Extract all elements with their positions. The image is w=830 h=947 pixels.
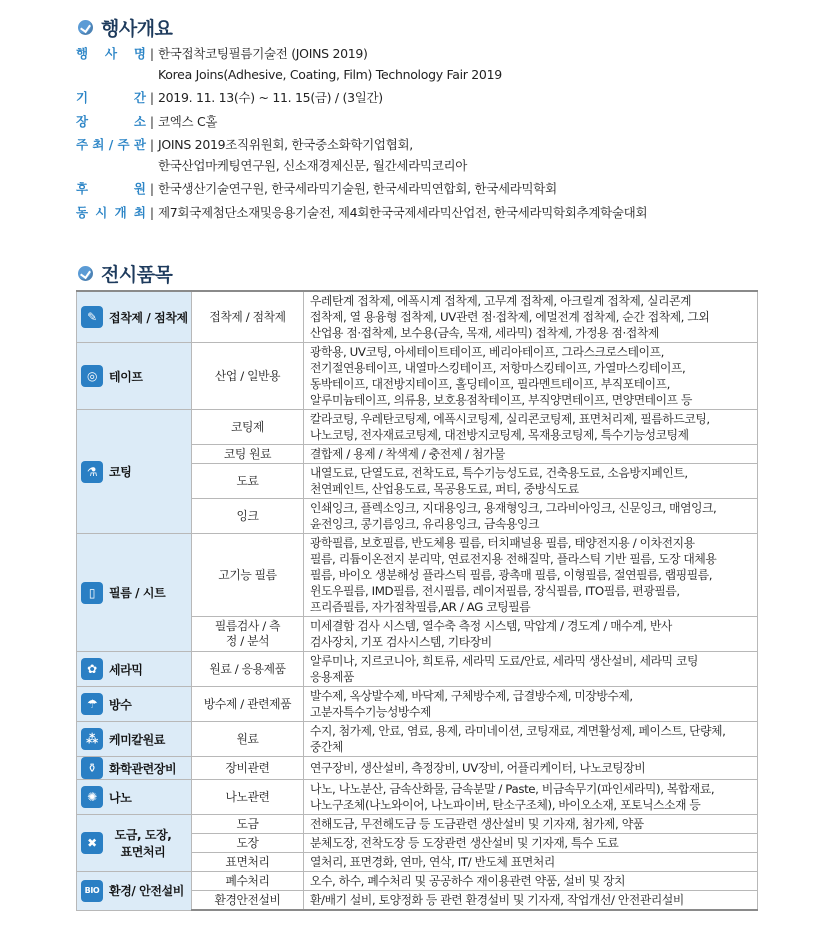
overview-label [76, 156, 146, 177]
items-cell [304, 872, 758, 891]
item-line: 광학필름, 보호필름, 반도체용 필름, 터치패널용 필름, 태양전지용 / 이차전지용 [310, 536, 695, 550]
item-line: 전기절연용테이프, 내열마스킹테이프, 저항마스킹테이프, 가열마스킹테이프, [310, 361, 686, 375]
item-line: 윤전잉크, 콩기름잉크, 유리용잉크, 금속용잉크 [310, 517, 540, 531]
overview-label-char: 명 [133, 46, 146, 61]
overview-value: JOINS 2019조직위원회, 한국중소화학기업협회, [158, 137, 413, 152]
item-line: 열처리, 표면경화, 연마, 연삭, IT/ 반도체 표면처리 [310, 855, 555, 869]
item-line: 접착제, 열 용융형 접착제, UV관련 점·접착제, 에멀전계 접착제, 순간 접착제, 그외 [310, 310, 710, 324]
item-line: 연구장비, 생산설비, 측정장비, UV장비, 어플리케이터, 나노코팅장비 [310, 761, 646, 775]
overview-label [76, 44, 146, 65]
item-line: 우레탄계 접착제, 에폭시계 접착제, 고무계 접착제, 아크릴계 접착제, 실리콘계 [310, 294, 692, 308]
overview-label [76, 112, 146, 133]
item-line: 고분자특수기능성방수제 [310, 705, 431, 719]
subcategory-cell [192, 872, 304, 891]
item-line: 천연페인트, 산업용도료, 목공용도료, 퍼티, 중방식도료 [310, 482, 579, 496]
items-cell [304, 815, 758, 834]
tape-icon: ◎ [81, 365, 103, 387]
overview-label-char: 사 [104, 46, 118, 61]
overview-label-char: 기 [76, 90, 89, 105]
category-name: 화학관련장비 [109, 761, 177, 776]
overview-separator: | [149, 90, 155, 105]
category-cell [77, 757, 192, 780]
subcategory-name: 도금 [236, 816, 259, 831]
subcategory-cell [192, 534, 304, 617]
subcategory-cell [192, 499, 304, 534]
category-label [81, 582, 191, 604]
item-line: 검사장치, 기포 검사시스템, 기타장비 [310, 635, 492, 649]
item-line: 내열도료, 단열도료, 전착도료, 특수기능성도료, 건축용도료, 소음방지페인트, [310, 466, 688, 480]
overview-label-char: 관 [133, 137, 146, 152]
pen-icon: ✎ [81, 306, 103, 328]
exhibit-row [77, 780, 758, 815]
item-line: 수지, 첨가제, 안료, 염료, 용제, 라미네이션, 코팅재료, 계면활성제, 페이스트, 단량체, [310, 724, 726, 738]
exhibit-row [77, 757, 758, 780]
item-line: 오수, 하수, 폐수처리 및 공공하수 재이용관련 약품, 설비 및 장치 [310, 874, 626, 888]
item-line: 알루미늄테이프, 의류용, 보호용점착테이프, 부직양면테이프, 면양면테이프 등 [310, 393, 693, 407]
items-cell [304, 834, 758, 853]
exhibit-row [77, 872, 758, 891]
category-name: 세라믹 [109, 662, 143, 677]
subcategory-name: 폐수처리 [225, 873, 270, 888]
check-bullet-icon [78, 266, 93, 281]
category-name: 도금, 도장, 표면처리 [114, 828, 172, 859]
overview-separator: | [149, 137, 155, 152]
overview-separator: | [149, 113, 155, 129]
exhibit-row [77, 410, 758, 445]
item-line: 나노코팅, 전자재료코팅제, 대전방지코팅제, 목재용코팅제, 특수기능성코팅제 [310, 428, 689, 442]
items-cell [304, 445, 758, 464]
overview-label-char: 주 [117, 137, 130, 152]
overview-label-char: 소 [133, 113, 146, 129]
item-line: 환/배기 설비, 토양정화 등 관련 환경설비 및 기자재, 작업개선/ 안전관리설비 [310, 893, 684, 907]
film-icon: ▯ [81, 582, 103, 604]
category-name: 나노 [109, 790, 132, 805]
overview-value: 한국접착코팅필름기술전 (JOINS 2019) [158, 46, 368, 61]
category-name: 접착제 / 점착제 [109, 310, 188, 325]
item-line: 산업용 점·접착제, 보수용(금속, 목재, 세라믹) 접착제, 가정용 점·접착제 [310, 326, 659, 340]
item-line: 필름, 리튬이온전지 분리막, 연료전지용 전해질막, 플라스틱 기반 필름, 도장 대체용 [310, 552, 717, 566]
overview-label-char: 주 [76, 137, 89, 152]
subcategory-name: 장비관련 [225, 760, 270, 775]
subcategory-cell [192, 853, 304, 872]
overview-row [76, 65, 776, 86]
items-cell [304, 617, 758, 652]
subcategory-cell [192, 464, 304, 499]
overview-label [76, 179, 146, 200]
item-line: 전해도금, 무전해도금 등 도금관련 생산설비 및 기자재, 첨가제, 약품 [310, 817, 644, 831]
overview-separator: | [149, 181, 155, 196]
subcategory-cell [192, 757, 304, 780]
overview-label [76, 88, 146, 109]
subcategory-name: 필름검사 / 측정 / 분석 [214, 619, 281, 648]
items-cell [304, 652, 758, 687]
overview-row [76, 44, 776, 65]
items-cell [304, 464, 758, 499]
overview-label-char: 간 [133, 90, 146, 105]
item-line: 중간체 [310, 740, 343, 754]
overview-row [76, 112, 776, 133]
category-label [81, 757, 191, 779]
item-line: 나노구조체(나노와이어, 나노파이버, 탄소구조체), 바이오소재, 포토닉스소재 등 [310, 798, 701, 812]
item-line: 미세결함 검사 시스템, 열수축 측정 시스템, 막압계 / 경도계 / 매수계, 반사 [310, 619, 672, 633]
items-cell [304, 499, 758, 534]
overview-separator: | [149, 204, 155, 220]
category-name: 방수 [109, 697, 132, 712]
category-name: 필름 / 시트 [109, 586, 166, 600]
category-cell [77, 780, 192, 815]
overview-title: 행사개요 [101, 18, 173, 40]
category-cell [77, 534, 192, 652]
overview-row [76, 156, 776, 177]
subcategory-name: 도료 [236, 473, 259, 488]
items-cell [304, 291, 758, 343]
subcategory-cell [192, 652, 304, 687]
subcategory-cell [192, 617, 304, 652]
category-label [81, 306, 191, 328]
subcategory-cell [192, 815, 304, 834]
item-line: 윈도우필름, IMD필름, 전시필름, 레이저필름, 장식필름, ITO필름, 편광필름, [310, 584, 680, 598]
category-cell [77, 410, 192, 534]
overview-value: 제7회국제첨단소재및응용기술전, 제4회한국국제세라믹산업전, 한국세라믹학회추계학술대회 [158, 204, 648, 220]
check-bullet-icon [78, 20, 93, 35]
subcategory-name: 산업 / 일반용 [214, 368, 281, 383]
category-name: 테이프 [109, 369, 143, 384]
subcategory-name: 코팅 원료 [223, 446, 272, 461]
category-cell [77, 872, 192, 911]
category-cell [77, 687, 192, 722]
subcategory-cell [192, 834, 304, 853]
subcategory-name: 코팅제 [231, 419, 264, 434]
category-cell [77, 291, 192, 343]
overview-label-char: 후 [76, 181, 89, 196]
category-cell [77, 652, 192, 687]
category-label [81, 365, 191, 387]
item-line: 동박테이프, 대전방지테이프, 홀딩테이프, 필라멘트테이프, 부직포테이프, [310, 377, 671, 391]
overview-value: 한국생산기술연구원, 한국세라믹기술원, 한국세라믹연합회, 한국세라믹학회 [158, 181, 557, 196]
subcategory-cell [192, 722, 304, 757]
category-label [81, 693, 191, 715]
category-label [81, 728, 191, 750]
item-line: 분체도장, 전착도장 등 도장관련 생산설비 및 기자재, 특수 도료 [310, 836, 619, 850]
bio-icon: BIO [81, 880, 103, 902]
items-cell [304, 410, 758, 445]
overview-label-char: 시 [95, 204, 108, 220]
subcategory-name: 표면처리 [225, 854, 270, 869]
category-name: 코팅 [109, 465, 132, 479]
exhibit-row [77, 687, 758, 722]
subcategory-name: 고기능 필름 [218, 567, 277, 582]
overview-label-char: 최 [92, 137, 105, 152]
overview-label-char: 동 [76, 204, 89, 220]
ceramic-icon: ✿ [81, 658, 103, 680]
item-line: 인쇄잉크, 플렉소잉크, 지대용잉크, 용재형잉크, 그라비아잉크, 신문잉크, 매염잉크, [310, 501, 717, 515]
subcategory-name: 원료 / 응용제품 [209, 661, 286, 676]
overview-separator: | [149, 46, 155, 61]
overview-value: 코엑스 C홀 [158, 113, 218, 129]
overview-value: 2019. 11. 13(수) ~ 11. 15(금) / (3일간) [158, 90, 383, 105]
flask-icon: ⚱ [81, 757, 103, 779]
subcategory-name: 도장 [236, 835, 259, 850]
items-cell [304, 722, 758, 757]
item-line: 결합제 / 용제 / 착색제 / 충전제 / 첨가물 [310, 447, 506, 461]
overview-label [76, 203, 146, 224]
exhibit-row [77, 652, 758, 687]
overview-label-char: 원 [133, 181, 146, 196]
category-label [81, 880, 191, 902]
spray-icon: ⚗ [81, 461, 103, 483]
exhibits-heading [78, 260, 172, 287]
item-line: 나노, 나노분산, 금속산화물, 금속분말 / Paste, 비금속무기(파인세라믹), 복합재료, [310, 782, 715, 796]
subcategory-name: 원료 [236, 731, 259, 746]
item-line: 칼라코팅, 우레탄코팅제, 에폭시코팅제, 실리콘코팅제, 표면처리제, 필름하드코팅, [310, 412, 710, 426]
item-line: 필름, 바이오 생분해성 플라스틱 필름, 광촉매 필름, 이형필름, 절연필름, 랩핑필름, [310, 568, 713, 582]
item-line: 알루미나, 지르코니아, 희토류, 세라믹 도료/안료, 세라믹 생산설비, 세라믹 코팅 [310, 654, 698, 668]
exhibits-title: 전시품목 [101, 264, 173, 286]
subcategory-cell [192, 291, 304, 343]
nano-icon: ✺ [81, 786, 103, 808]
items-cell [304, 780, 758, 815]
items-cell [304, 853, 758, 872]
overview-separator [146, 65, 158, 86]
category-cell [77, 815, 192, 872]
exhibit-row [77, 815, 758, 834]
category-label [81, 461, 191, 483]
subcategory-name: 환경안전설비 [214, 892, 281, 907]
subcategory-name: 잉크 [236, 508, 259, 523]
overview-label-char: 장 [76, 113, 89, 129]
overview-value: Korea Joins(Adhesive, Coating, Film) Technology Fair 2019 [158, 66, 502, 82]
subcategory-cell [192, 410, 304, 445]
subcategory-cell [192, 891, 304, 911]
exhibit-table [76, 290, 758, 911]
subcategory-name: 방수제 / 관련제품 [203, 696, 292, 711]
overview-row [76, 203, 776, 224]
item-line: 프리즘필름, 자가점착필름,AR / AG 코팅필름 [310, 600, 531, 614]
items-cell [304, 757, 758, 780]
overview-heading [78, 14, 172, 41]
category-name: 환경/ 안전설비 [109, 884, 184, 899]
items-cell [304, 534, 758, 617]
category-label [81, 786, 191, 808]
items-cell [304, 687, 758, 722]
overview-label-char: / [108, 137, 114, 152]
overview-row [76, 88, 776, 109]
overview-row [76, 135, 776, 156]
item-line: 발수제, 옥상발수제, 바닥제, 구체방수제, 급결방수제, 미장방수제, [310, 689, 633, 703]
overview-label-char: 개 [114, 204, 127, 220]
exhibit-row [77, 291, 758, 343]
subcategory-name: 나노관련 [225, 789, 270, 804]
overview-label-char: 행 [76, 46, 89, 61]
subcategory-cell [192, 445, 304, 464]
item-line: 광학용, UV코팅, 아세테이트테이프, 베리아테이프, 그라스크로스테이프, [310, 345, 664, 359]
category-label [81, 826, 191, 860]
overview-separator [146, 156, 158, 177]
waterproof-icon: ☂ [81, 693, 103, 715]
molecule-icon: ⁂ [81, 728, 103, 750]
category-cell [77, 343, 192, 410]
subcategory-cell [192, 780, 304, 815]
items-cell [304, 891, 758, 911]
category-label [81, 658, 191, 680]
overview-list [76, 44, 776, 226]
overview-label [76, 135, 146, 156]
exhibit-row [77, 722, 758, 757]
exhibit-row [77, 534, 758, 617]
category-cell [77, 722, 192, 757]
item-line: 응용제품 [310, 670, 354, 684]
subcategory-name: 접착제 / 점착제 [209, 309, 286, 324]
items-cell [304, 343, 758, 410]
exhibit-row [77, 343, 758, 410]
subcategory-cell [192, 343, 304, 410]
overview-label-char: 최 [133, 204, 146, 220]
category-name: 케미칼원료 [109, 732, 165, 747]
subcategory-cell [192, 687, 304, 722]
overview-row [76, 179, 776, 200]
overview-label [76, 65, 146, 86]
overview-value: 한국산업마케팅연구원, 신소재경제신문, 월간세라믹코리아 [158, 157, 468, 173]
tools-icon: ✖ [81, 832, 103, 854]
